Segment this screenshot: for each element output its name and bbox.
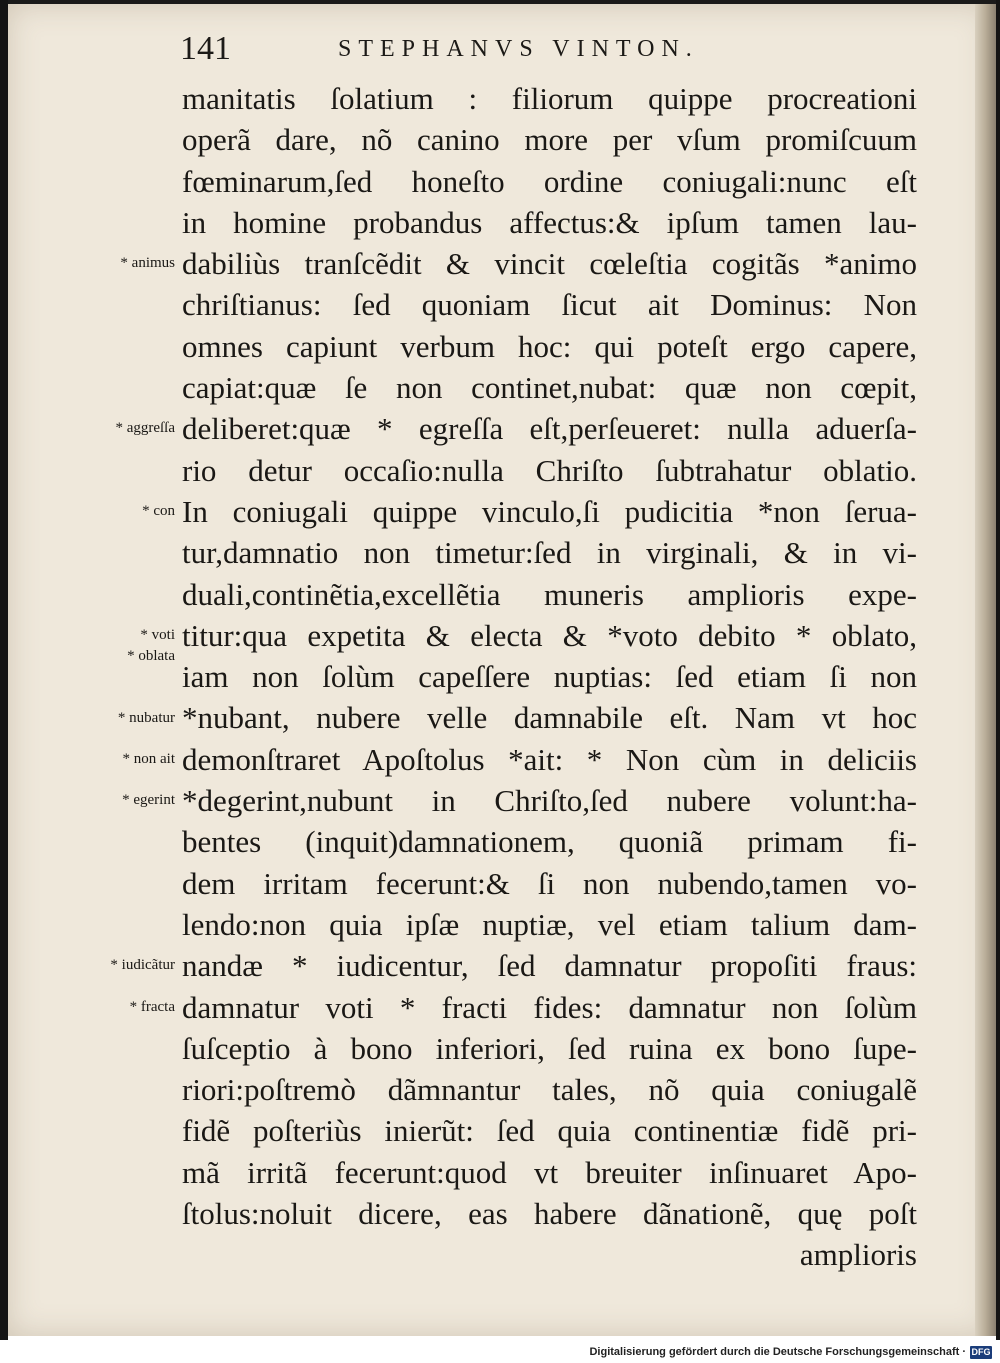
text-line: bentes (inquit)damnationem, quoniã primam fi- (182, 824, 917, 860)
margin-note: * voti (140, 626, 175, 643)
margin-note: * iudicãtur (110, 957, 175, 974)
text-line: ſuſceptio à bono inferiori, ſed ruina ex bono ſupe- (182, 1030, 917, 1066)
margin-note: * non ait (122, 750, 175, 767)
text-line: omnes capiunt verbum hoc: qui poteſt ergo capere, (182, 328, 917, 364)
text-line: amplioris (799, 1237, 917, 1273)
margin-note: * con (142, 503, 175, 519)
text-line: manitatis ſolatium : filiorum quippe procreationi (182, 81, 917, 116)
text-line: dem irritam fecerunt:& ſi non nubendo,tamen vo- (182, 865, 917, 901)
margin-note: * egerint (122, 792, 175, 809)
margin-note: * animus (120, 255, 175, 272)
margin-note: * fracta (129, 998, 175, 1015)
text-line: damnatur voti * fracti fides: damnatur non ſolùm (182, 989, 917, 1025)
text-line: chriſtianus: ſed quoniam ſicut ait Dominus: Non (182, 287, 917, 323)
text-line: capiat:quæ ſe non continet,nubat: quæ non cœpit, (182, 370, 917, 406)
running-head: STEPHANVS VINTON. (338, 36, 699, 62)
margin-note: * nubatur (117, 709, 175, 726)
scan-border-right (996, 0, 1000, 1340)
text-line: fidẽ poſteriùs inierũt: ſed quia continentiæ fidẽ pri- (182, 1113, 917, 1149)
margin-note: * aggreſſa (115, 420, 175, 437)
margin-note: * oblata (127, 647, 175, 664)
text-line: dabiliùs tranſcẽdit & vincit cœleſtia cogitãs *animo (182, 246, 917, 282)
text-line: titur:qua expetita & electa & *voto debito * oblato, (182, 617, 917, 653)
text-line: *degerint,nubunt in Chriſto,ſed nubere volunt:ha- (182, 783, 917, 819)
text-line: deliberet:quæ * egreſſa eſt,perſeueret: nulla aduerſa- (182, 411, 917, 447)
main-text-block (182, 78, 917, 1276)
text-line: tur,damnatio non timetur:ſed in virginali, & in vi- (182, 535, 917, 571)
text-line: rio detur occaſio:nulla Chriſto ſubtrahatur oblatio. (182, 452, 917, 488)
scan-border-left (0, 0, 8, 1340)
page-edge-shadow (975, 4, 996, 1336)
text-line: operã dare, nõ canino more per vſum promiſcuum (182, 122, 917, 158)
digitization-credit: Digitalisierung gefördert durch die Deutsche Forschungsgemeinschaft · (589, 1346, 966, 1358)
text-line: mã irritã fecerunt:quod vt breuiter inſinuaret Apo- (182, 1154, 917, 1190)
text-line: in homine probandus affectus:& ipſum tamen lau- (182, 204, 917, 240)
text-line: duali,continẽtia,excellẽtia muneris amplioris expe- (182, 576, 917, 612)
text-line: In coniugali quippe vinculo,ſi pudicitia *non ſerua- (182, 493, 917, 529)
text-line: nandæ * iudicentur, ſed damnatur propoſiti fraus: (182, 948, 917, 984)
text-line: ſtolus:noluit dicere, eas habere dãnationẽ, quę poſt (182, 1196, 917, 1232)
page-number: 141 (180, 30, 231, 67)
text-line: riori:poſtremò dãmnantur tales, nõ quia coniugalẽ (182, 1072, 917, 1108)
text-line: iam non ſolùm capeſſere nuptias: ſed etiam ſi non (182, 659, 917, 695)
text-line: demonſtraret Apoſtolus *ait: * Non cùm in deliciis (182, 741, 917, 777)
dfg-logo: DFG (971, 1347, 991, 1357)
text-line: *nubant, nubere velle damnabile eſt. Nam vt hoc (182, 700, 917, 736)
text-line: lendo:non quia ipſæ nuptiæ, vel etiam talium dam- (182, 906, 917, 942)
text-line: fœminarum,ſed honeſto ordine coniugali:nunc eſt (182, 163, 917, 199)
